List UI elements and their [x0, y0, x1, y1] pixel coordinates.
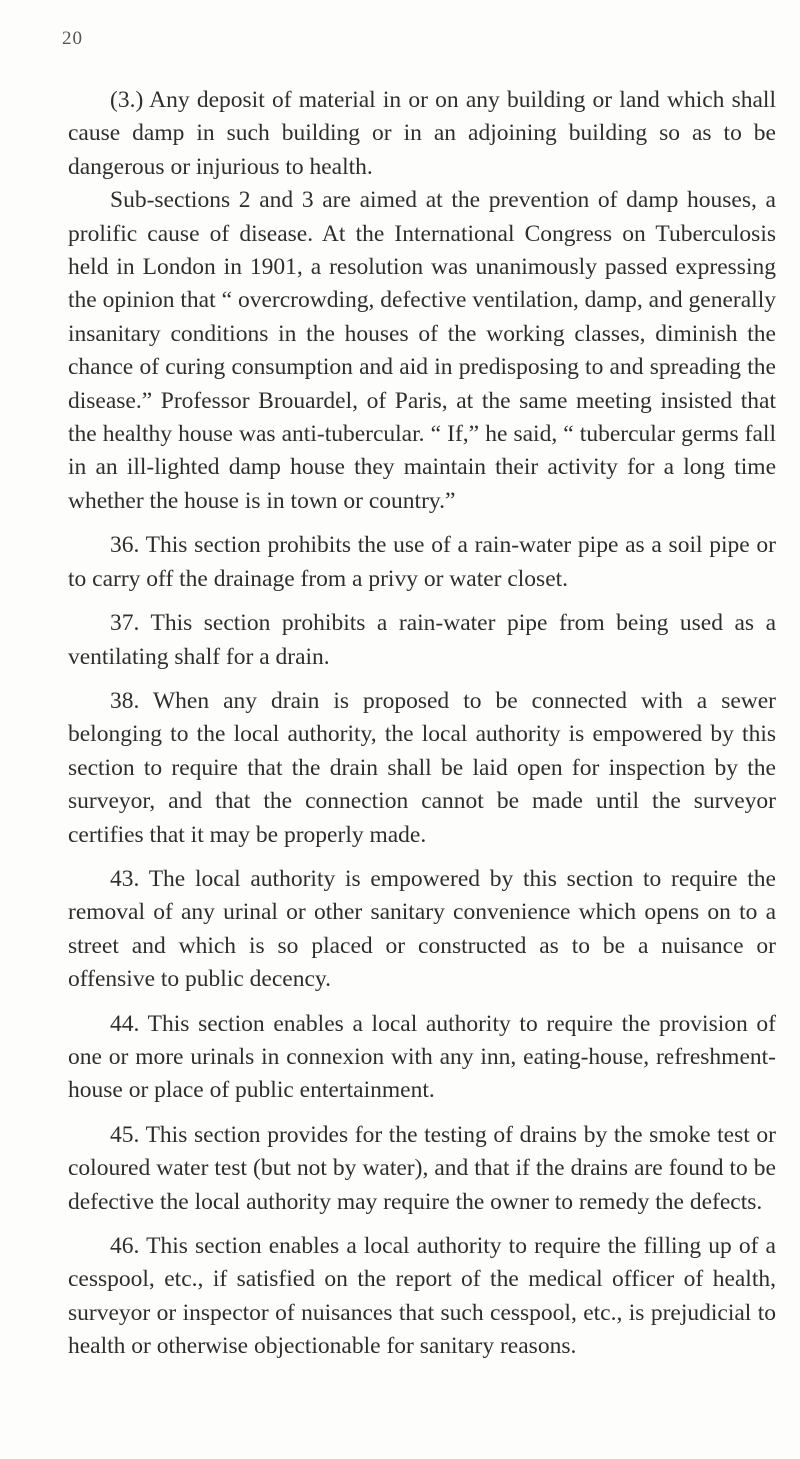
- paragraph-section-44: 44. This section enables a local authority to require the provision of one or more urinals in connexion with any inn, eating-house, refreshment-house or place of public entertainment.: [68, 1010, 776, 1104]
- paragraph-section-36: 36. This section prohibits the use of a rain-water pipe as a soil pipe or to carry off the drainage from a privy or water closet.: [68, 532, 776, 592]
- paragraph-section-45: 45. This section provides for the testing of drains by the smoke test or coloured water test (but not by water), and that if the drains are found to be defective the local authority may require the owner to remedy the defects.: [68, 1121, 776, 1215]
- page-number: 20: [62, 28, 83, 49]
- paragraph-section-37: 37. This section prohibits a rain-water pipe from being used as a ventilating shalf for a drain.: [68, 610, 776, 670]
- paragraph-section-43: 43. The local authority is empowered by this section to require the removal of any urinal or other sanitary convenience which opens on to a street and which is so placed or constructed as to be a nuisance or offensive to public decency.: [68, 865, 776, 993]
- paragraph-sub-sections-commentary: Sub-sections 2 and 3 are aimed at the prevention of damp houses, a prolific cause of disease. At the International Congress on Tuberculosis held in London in 1901, a resolution was unanimously passed expressing the opinion that “ overcrowding, defective ventilation, damp, and generally insanitary conditions in the houses of the working classes, diminish the chance of curing consumption and aid in predisposing to and spreading the disease.” Professor Brouardel, of Paris, at the same meeting insisted that the healthy house was anti-tubercular. “ If,” he said, “ tubercular germs fall in an ill-lighted damp house they maintain their activity for a long time whether the house is in town or country.”: [68, 187, 776, 514]
- paragraph-section-46: 46. This section enables a local authority to require the filling up of a cesspool, etc., if satisfied on the report of the medical officer of health, surveyor or inspector of nuisances that such cesspool, etc., is prejudicial to health or otherwise objectionable for sanitary reasons.: [68, 1233, 776, 1360]
- paragraph-section-38: 38. When any drain is proposed to be connected with a sewer belonging to the local authority, the local authority is empowered by this section to require that the drain shall be laid open for inspection by the surveyor, and that the connection cannot be made until the surveyor certifies that it may be properly made.: [68, 687, 776, 848]
- body-text: [68, 84, 776, 1364]
- paragraph-subsection-3: (3.) Any deposit of material in or on any building or land which shall cause damp in such building or in an adjoining building so as to be dangerous or injurious to health.: [68, 87, 776, 180]
